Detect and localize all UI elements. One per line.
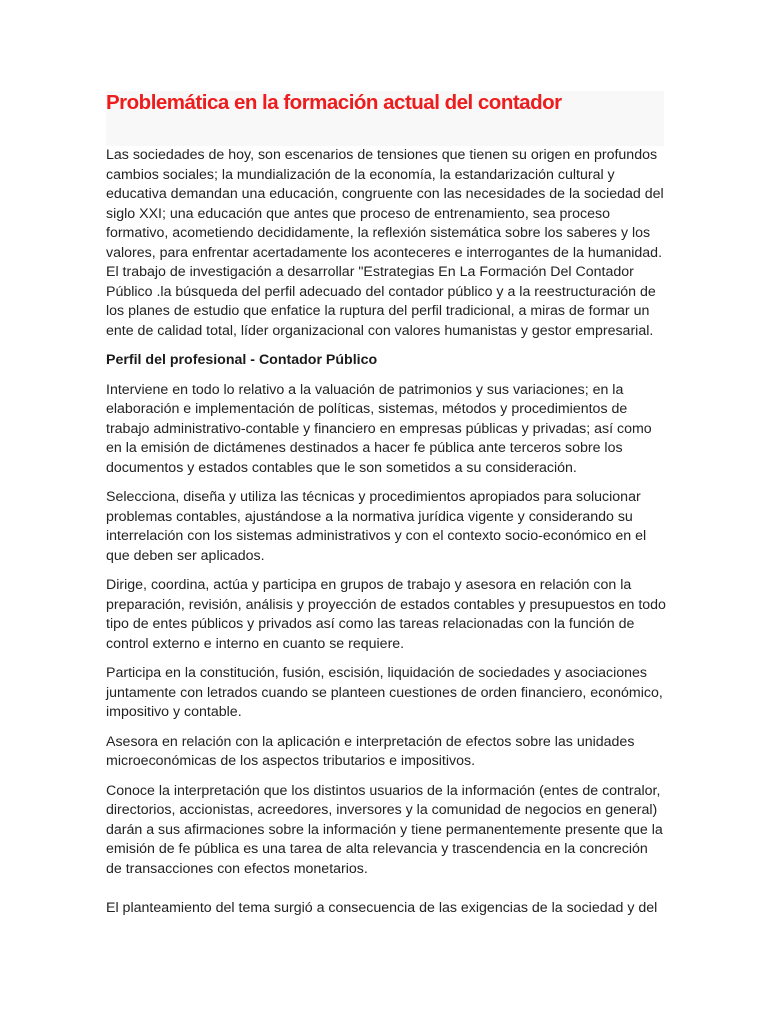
profile-paragraph-4: Participa en la constitución, fusión, escisión, liquidación de sociedades y asociaciones juntamente con letrados cuando se planteen cuestiones de orden financiero, económico, impositivo y contable.	[106, 665, 663, 720]
section-heading: Perfil del profesional - Contador Público	[106, 352, 378, 368]
document-body	[106, 146, 666, 929]
profile-paragraph-5: Asesora en relación con la aplicación e interpretación de efectos sobre las unidades microeconómicas de los aspectos tributarios e impositivos.	[106, 733, 635, 769]
page-title: Problemática en la formación actual del contador	[106, 91, 562, 114]
profile-paragraph-1: Interviene en todo lo relativo a la valuación de patrimonios y sus variaciones; en la elaboración e implementación de políticas, sistemas, métodos y procedimientos de trabajo administrativo-contable y financiero en empresas públicas y privadas; así como en la emisión de dictámenes destinados a hacer fe pública ante terceros sobre los documentos y estados contables que le son sometidos a su consideración.	[106, 381, 652, 476]
closing-paragraph: El planteamiento del tema surgió a consecuencia de las exigencias de la sociedad y del	[106, 900, 658, 916]
profile-paragraph-6: Conoce la interpretación que los distintos usuarios de la información (entes de contralor, directorios, accionistas, acreedores, inversores y la comunidad de negocios en general) darán a sus afirmaciones sobre la información y tiene permanentemente presente que la emisión de fe pública es una tarea de alta relevancia y trascendencia en la concreción de transacciones con efectos monetarios.	[106, 782, 663, 877]
intro-paragraph: Las sociedades de hoy, son escenarios de tensiones que tienen su origen en profundos cambios sociales; la mundialización de la economía, la estandarización cultural y educativa demandan una educación, congruente con las necesidades de la sociedad del siglo XXI; una educación que antes que proceso de entrenamiento, sea proceso formativo, acometiendo decididamente, la reflexión sistemática sobre los saberes y los valores, para enfrentar acertadamente los aconteceres e interrogantes de la humanidad. El trabajo de investigación a desarrollar "Estrategias En La Formación Del Contador Público .la búsqueda del perfil adecuado del contador público y a la reestructuración de los planes de estudio que enfatice la ruptura del perfil tradicional, a miras de formar un ente de calidad total, líder organizacional con valores humanistas y gestor empresarial.	[106, 147, 664, 339]
profile-paragraph-3: Dirige, coordina, actúa y participa en grupos de trabajo y asesora en relación con la preparación, revisión, análisis y proyección de estados contables y presupuestos en todo tipo de entes públicos y privados así como las tareas relacionadas con la función de control externo e interno en cuanto se requiere.	[106, 577, 666, 652]
profile-paragraph-2: Selecciona, diseña y utiliza las técnicas y procedimientos apropiados para solucionar problemas contables, ajustándose a la normativa jurídica vigente y considerando su interrelación con los sistemas administrativos y con el contexto socio-económico en el que deben ser aplicados.	[106, 489, 647, 564]
